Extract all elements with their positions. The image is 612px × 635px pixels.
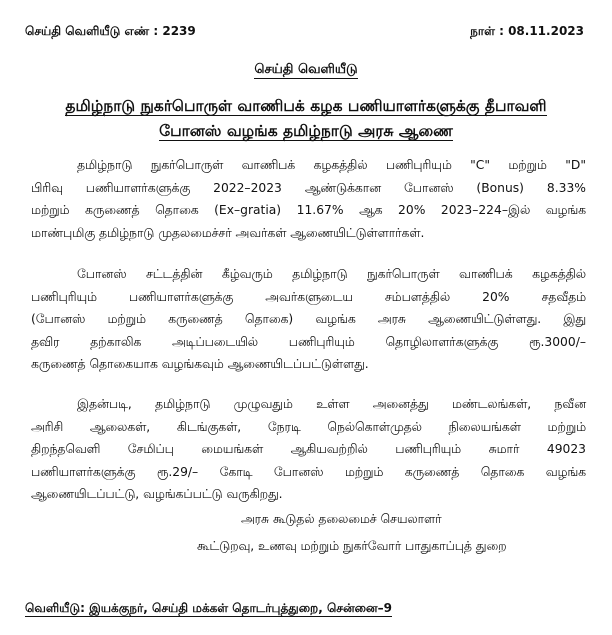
release-date: நாள் : 08.11.2023 [470,24,584,38]
paragraph-line: போனஸ் சட்டத்தின் கீழ்வரும் தமிழ்நாடு நுகர்பொருள் வாணிபக் கழகத்தில் [77,267,586,281]
title-line-1-text: தமிழ்நாடு நுகர்பொருள் வாணிபக் கழக பணியாளர்களுக்கு தீபாவளி [65,97,547,115]
paragraph-line: ஆணையிடப்பட்டு, வழங்கப்பட்டு வருகிறது. [31,487,283,501]
paragraph-line: மாண்புமிகு தமிழ்நாடு முதலமைச்சர் அவர்கள் ஆணையிட்டுள்ளார்கள். [31,225,425,240]
paragraph-line: தமிழ்நாடு நுகர்பொருள் வாணிபக் கழகத்தில் பணிபுரியும் "C" மற்றும் "D" [77,158,586,172]
page-title [30,94,582,144]
paragraph-3 [31,393,586,506]
paragraph-line: இதன்படி, தமிழ்நாடு முழுவதும் உள்ள அனைத்து மண்டலங்கள், நவீன [77,397,586,411]
title-line-2-text: போனஸ் வழங்க தமிழ்நாடு அரசு ஆணை [159,122,453,140]
paragraph-line: மற்றும் கருணைத் தொகை (Ex–gratia) 11.67% ஆக 20% 2023–224–இல் வழங்க [31,203,586,217]
section-label-text: செய்தி வெளியீடு [254,62,358,77]
title-line-1 [30,94,582,119]
signatory-department: கூட்டுறவு, உணவு மற்றும் நுகர்வோர் பாதுகாப்புத் துறை [197,539,507,553]
section-label [0,62,612,78]
footer-issuer [25,601,392,617]
paragraph-2 [31,263,586,376]
paragraph-line: பணிபுரியும் பணியாளர்களுக்கு அவர்களுடைய சம்பளத்தில் 20% சதவீதம் [31,289,586,304]
footer-issuer-text: வெளியீடு: இயக்குநர், செய்தி மக்கள் தொடர்புத்துறை, சென்னை–9 [25,601,392,615]
paragraph-line: அரிசி ஆலைகள், கிடங்குகள், நேரடி நெல்கொள்முதல் நிலையங்கள் மற்றும் [31,419,586,434]
paragraph-1 [31,154,586,244]
paragraph-line: திறந்தவெளி சேமிப்பு மையங்கள் ஆகியவற்றில் பணிபுரியும் சுமார் 49023 [31,442,586,456]
release-number: செய்தி வெளியீடு எண் : 2239 [25,24,196,38]
paragraph-line: பணியாளர்களுக்கு ரூ.29/– கோடி போனஸ் மற்றும் கருணைத் தொகை வழங்க [31,464,586,479]
paragraph-line: பிரிவு பணியாளர்களுக்கு 2022–2023 ஆண்டுக்கான போனஸ் (Bonus) 8.33% [31,180,586,195]
title-line-2 [30,119,582,144]
paragraph-line: (போனஸ் மற்றும் கருணைத் தொகை) வழங்க அரசு ஆணையிட்டுள்ளது. இது [31,312,586,326]
signatory-title: அரசு கூடுதல் தலைமைச் செயலாளர் [241,512,442,526]
paragraph-line: தவிர தற்காலிக அடிப்படையில் பணிபுரியும் தொழிலாளர்களுக்கு ரூ.3000/– [31,334,586,349]
paragraph-line: கருணைத் தொகையாக வழங்கவும் ஆணையிடப்பட்டுள்ளது. [31,357,369,371]
